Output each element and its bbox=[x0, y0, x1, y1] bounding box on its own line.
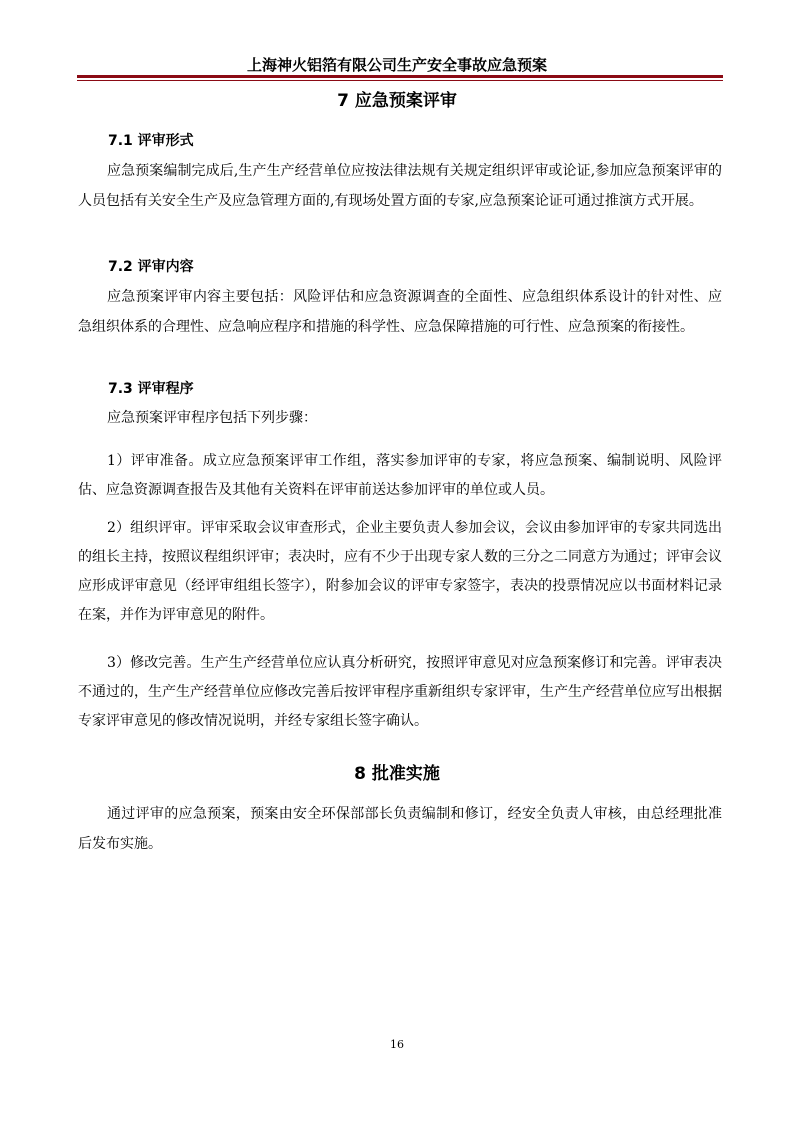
review-step-1: 1）评审准备。成立应急预案评审工作组，落实参加评审的专家，将应急预案、编制说明、风险评估、应急资源调查报告及其他有关资料在评审前送达参加评审的单位或人员。 bbox=[78, 453, 722, 498]
section-7-1-paragraph: 应急预案编制完成后,生产生产经营单位应按法律法规有关规定组织评审或论证,参加应急预案评审的人员包括有关安全生产及应急管理方面的,有现场处置方面的专家,应急预案论证可通过推演方式开展。 bbox=[78, 163, 722, 209]
review-step-2: 2）组织评审。评审采取会议审查形式，企业主要负责人参加会议，会议由参加评审的专家共同选出的组长主持，按照议程组织评审；表决时，应有不少于出现专家人数的三分之二同意方为通过；评审会议应形成评审意见（经评审组组长签字），附参加会议的评审专家签字，表决的投票情况应以书面材料记录在案，并作为评审意见的附件。 bbox=[78, 520, 722, 623]
header-divider-thin bbox=[77, 80, 723, 81]
section-7-3-intro: 应急预案评审程序包括下列步骤： bbox=[107, 410, 317, 426]
page-number: 16 bbox=[390, 1038, 404, 1051]
section-7-2-paragraph: 应急预案评审内容主要包括：风险评估和应急资源调查的全面性、应急组织体系设计的针对性、应急组织体系的合理性、应急响应程序和措施的科学性、应急保障措施的可行性、应急预案的衔接性。 bbox=[78, 289, 722, 335]
section-7-2-heading: 7.2 评审内容 bbox=[108, 259, 194, 275]
review-step-3: 3）修改完善。生产生产经营单位应认真分析研究，按照评审意见对应急预案修订和完善。评审表决不通过的，生产生产经营单位应修改完善后按评审程序重新组织专家评审，生产生产经营单位应写出根据专家评审意见的修改情况说明，并经专家组长签字确认。 bbox=[78, 655, 722, 729]
section-7-3-heading: 7.3 评审程序 bbox=[108, 381, 194, 397]
header-divider-thick bbox=[77, 75, 723, 78]
section-7-1-heading: 7.1 评审形式 bbox=[108, 133, 194, 149]
section-8-paragraph: 通过评审的应急预案，预案由安全环保部部长负责编制和修订，经安全负责人审核，由总经理批准后发布实施。 bbox=[78, 806, 722, 852]
section-8-title: 8 批准实施 bbox=[354, 764, 440, 784]
document-header-title: 上海神火铝箔有限公司生产安全事故应急预案 bbox=[246, 56, 547, 74]
section-7-title: 7 应急预案评审 bbox=[337, 91, 457, 111]
